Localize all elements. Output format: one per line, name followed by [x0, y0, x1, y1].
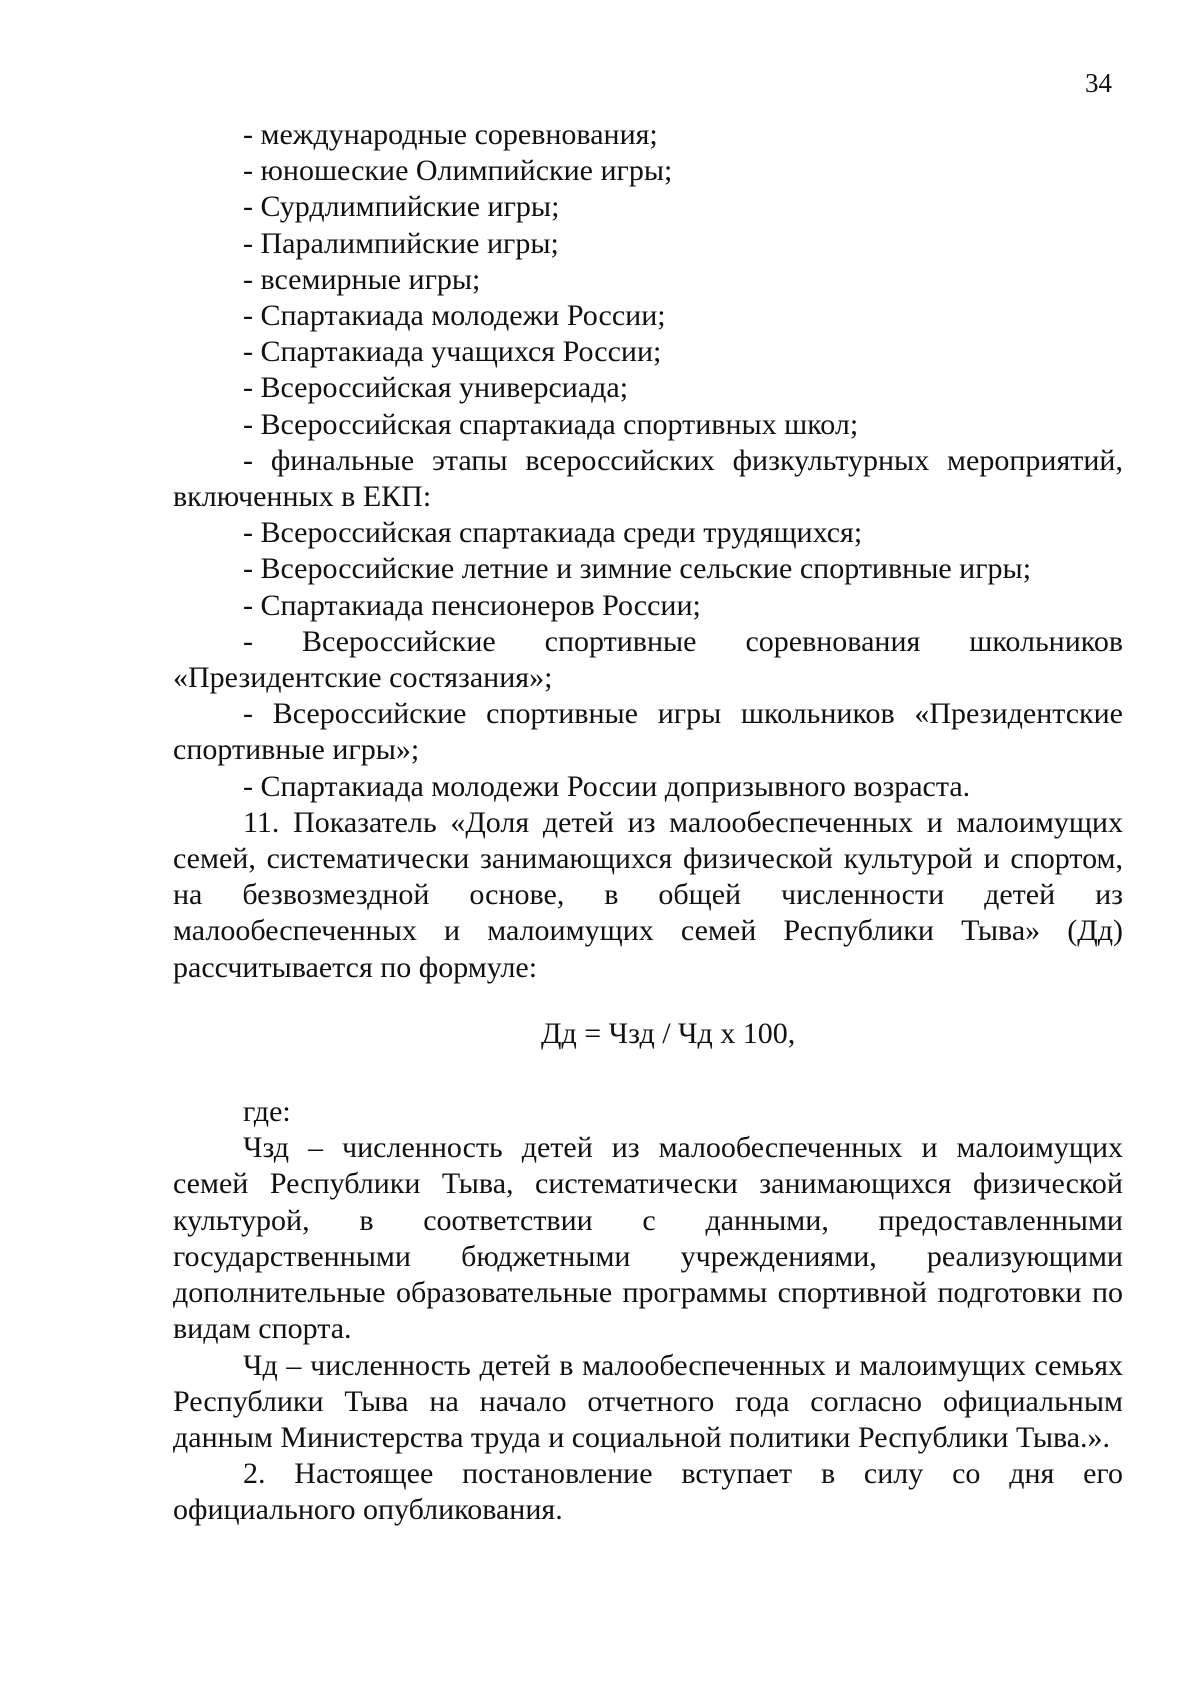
- definition-chzd: Чзд – численность детей из малообеспеченных и малоимущих семей Республики Тыва, систематически занимающихся физической культурой, в соответствии с данными, предоставленными государственными бюджетными учреждениями, реализующими дополнительные образовательные программы спортивной подготовки по видам спорта.: [173, 1131, 1123, 1346]
- where-label: где:: [243, 1095, 291, 1129]
- list-item: - Спартакиада молодежи России;: [243, 299, 666, 333]
- sports-events-list: [173, 117, 1123, 805]
- list-item: - всемирные игры;: [243, 262, 481, 296]
- list-item: - международные соревнования;: [243, 118, 658, 151]
- list-item: - Спартакиада учащихся России;: [243, 335, 662, 369]
- list-item: - Всероссийская спартакиада спортивных школ;: [243, 407, 859, 441]
- formula: Дд = Чзд / Чд х 100,: [541, 1016, 796, 1050]
- definition-chd: Чд – численность детей в малообеспеченных и малоимущих семьях Республики Тыва на начало отчетного года согласно официальным данным Министерства труда и социальной политики Республики Тыва.».: [173, 1348, 1123, 1454]
- document-body: [173, 117, 1123, 1529]
- final-paragraph: 2. Настоящее постановление вступает в силу со дня его официального опубликования.: [173, 1457, 1123, 1527]
- list-item: - Всероссийская спартакиада среди трудящихся;: [243, 516, 863, 550]
- list-item: - юношеские Олимпийские игры;: [243, 154, 673, 188]
- list-item: - финальные этапы всероссийских физкультурных мероприятий, включенных в ЕКП:: [173, 443, 1123, 514]
- list-item: - Спартакиада пенсионеров России;: [243, 588, 701, 622]
- list-item: - Сурдлимпийские игры;: [243, 190, 560, 224]
- list-item: - Спартакиада молодежи России допризывного возраста.: [243, 769, 971, 803]
- list-item: - Всероссийские спортивные соревнования школьников «Президентские состязания»;: [173, 624, 1123, 695]
- page-number: 34: [1085, 68, 1112, 98]
- list-item: - Всероссийские спортивные игры школьников «Президентские спортивные игры»;: [173, 697, 1123, 767]
- indicator-paragraph: 11. Показатель «Доля детей из малообеспеченных и малоимущих семей, систематически занимающихся физической культурой и спортом, на безвозмездной основе, в общей численности детей из малообеспеченных и малоимущих семей Республики Тыва» (Дд) рассчитывается по формуле:: [173, 805, 1123, 984]
- list-item: - Всероссийские летние и зимние сельские спортивные игры;: [243, 552, 1032, 586]
- list-item: - Паралимпийские игры;: [243, 226, 559, 260]
- list-item: - Всероссийская универсиада;: [243, 371, 629, 405]
